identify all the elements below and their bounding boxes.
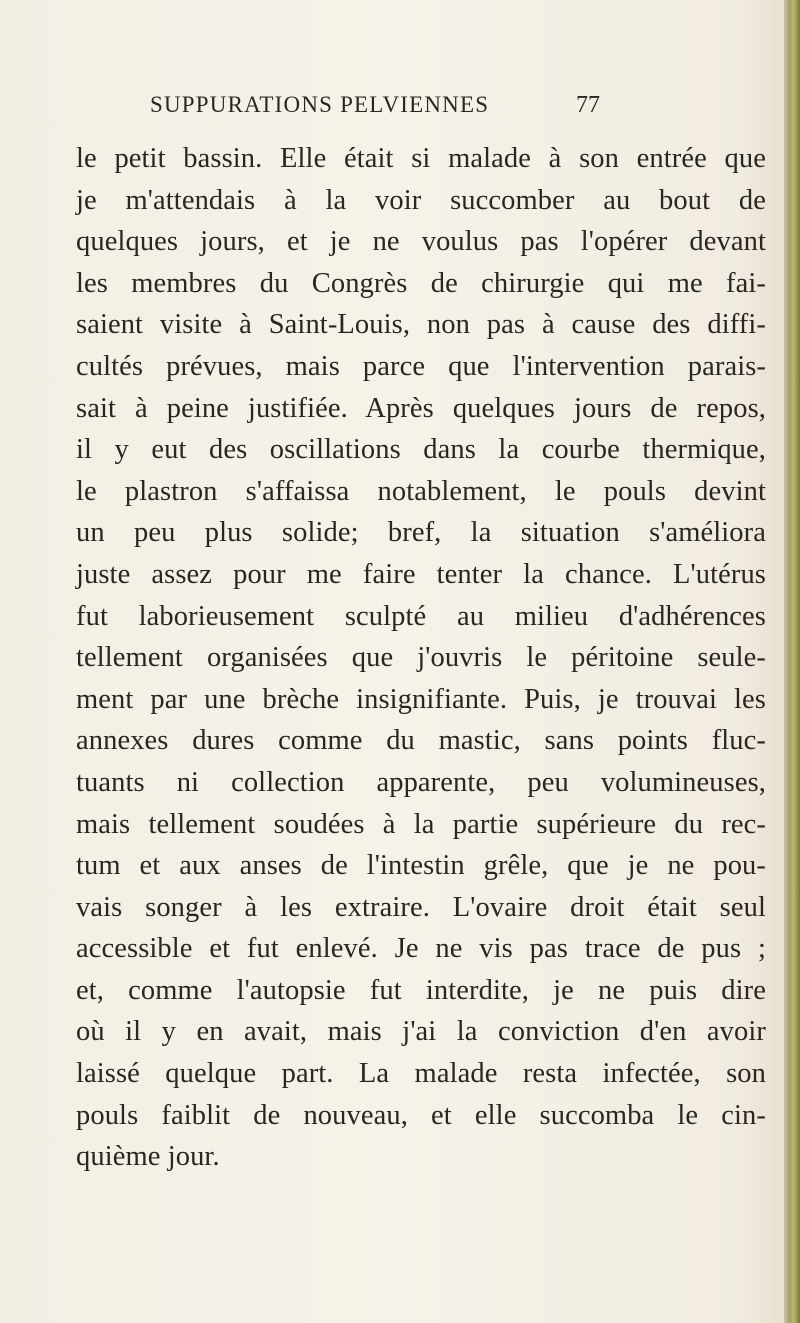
text-line: ment par une brèche insignifiante. Puis, je trouvai les	[76, 683, 766, 715]
text-line: saient visite à Saint-Louis, non pas à cause des diffi-	[76, 309, 766, 341]
text-line: je m'attendais à la voir succomber au bout de	[76, 184, 766, 216]
text-line: le plastron s'affaissa notablement, le pouls devint	[76, 475, 766, 507]
page-edge	[784, 0, 800, 1323]
text-line: mais tellement soudées à la partie supérieure du rec-	[76, 808, 766, 840]
page-number: 77	[576, 92, 600, 118]
text-line: sait à peine justifiée. Après quelques jours de repos,	[76, 392, 766, 424]
page-header	[150, 92, 600, 132]
text-line: vais songer à les extraire. L'ovaire droit était seul	[76, 891, 766, 923]
text-line: tellement organisées que j'ouvris le péritoine seule-	[76, 642, 766, 674]
text-line: cultés prévues, mais parce que l'intervention parais-	[76, 350, 766, 382]
text-line: laissé quelque part. La malade resta infectée, son	[76, 1058, 766, 1090]
text-line: annexes dures comme du mastic, sans points fluc-	[76, 725, 766, 757]
text-line: les membres du Congrès de chirurgie qui me fai-	[76, 267, 766, 299]
text-line: et, comme l'autopsie fut interdite, je ne puis dire	[76, 974, 766, 1006]
text-line: juste assez pour me faire tenter la chance. L'utérus	[76, 558, 766, 590]
text-line: tum et aux anses de l'intestin grêle, que je ne pou-	[76, 850, 766, 882]
text-line: il y eut des oscillations dans la courbe thermique,	[76, 434, 766, 466]
text-line: un peu plus solide; bref, la situation s'améliora	[76, 517, 766, 549]
text-line: tuants ni collection apparente, peu volumineuses,	[76, 766, 766, 798]
text-line: fut laborieusement sculpté au milieu d'adhérences	[76, 600, 766, 632]
text-line: quelques jours, et je ne voulus pas l'opérer devant	[76, 226, 766, 258]
text-line: où il y en avait, mais j'ai la conviction d'en avoir	[76, 1016, 766, 1048]
body-text	[76, 138, 766, 1178]
running-title: SUPPURATIONS PELVIENNES	[150, 92, 490, 117]
text-line: le petit bassin. Elle était si malade à son entrée que	[76, 143, 766, 174]
text-line: accessible et fut enlevé. Je ne vis pas trace de pus ;	[76, 933, 766, 965]
text-line: pouls faiblit de nouveau, et elle succomba le cin-	[76, 1099, 766, 1131]
text-line: quième jour.	[76, 1141, 220, 1173]
